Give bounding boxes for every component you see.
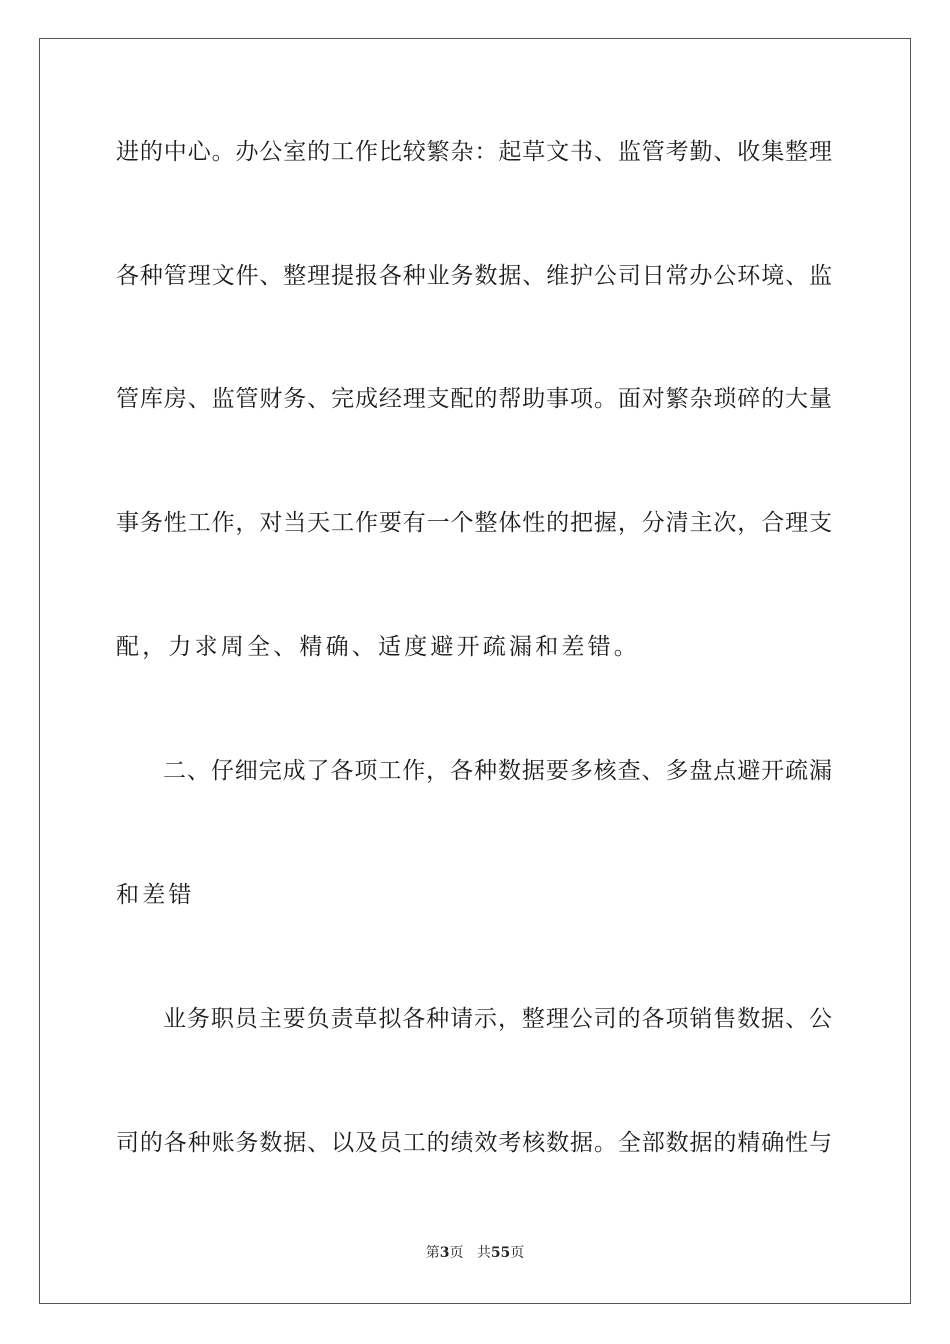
footer-total-number: 55 <box>490 1245 511 1261</box>
section-heading-line-1: 二、仔细完成了各项工作，各种数据要多核查、多盘点避开疏漏 <box>163 758 832 784</box>
body-line-6: 业务职员主要负责草拟各种请示，整理公司的各项销售数据、公 <box>163 1006 832 1032</box>
footer-total-suffix: 页 <box>510 1245 525 1261</box>
body-line-1: 进的中心。办公室的工作比较繁杂：起草文书、监管考勤、收集整理 <box>116 139 832 165</box>
body-line-3: 管库房、监管财务、完成经理支配的帮助事项。面对繁杂琐碎的大量 <box>116 386 832 412</box>
section-heading-line-2: 和差错 <box>116 882 195 908</box>
footer-page-prefix: 第 <box>425 1245 440 1261</box>
page-border <box>39 38 911 1304</box>
footer-total-prefix: 共 <box>476 1245 491 1261</box>
body-line-5: 配，力求周全、精确、适度避开疏漏和差错。 <box>116 634 640 660</box>
page-footer <box>0 1244 950 1262</box>
body-line-2: 各种管理文件、整理提报各种业务数据、维护公司日常办公环境、监 <box>116 263 832 289</box>
body-line-4: 事务性工作，对当天工作要有一个整体性的把握，分清主次，合理支 <box>116 510 832 536</box>
body-line-7: 司的各种账务数据、以及员工的绩效考核数据。全部数据的精确性与 <box>116 1130 832 1156</box>
footer-page-suffix: 页 <box>449 1245 464 1261</box>
footer-page-number: 3 <box>439 1245 450 1261</box>
